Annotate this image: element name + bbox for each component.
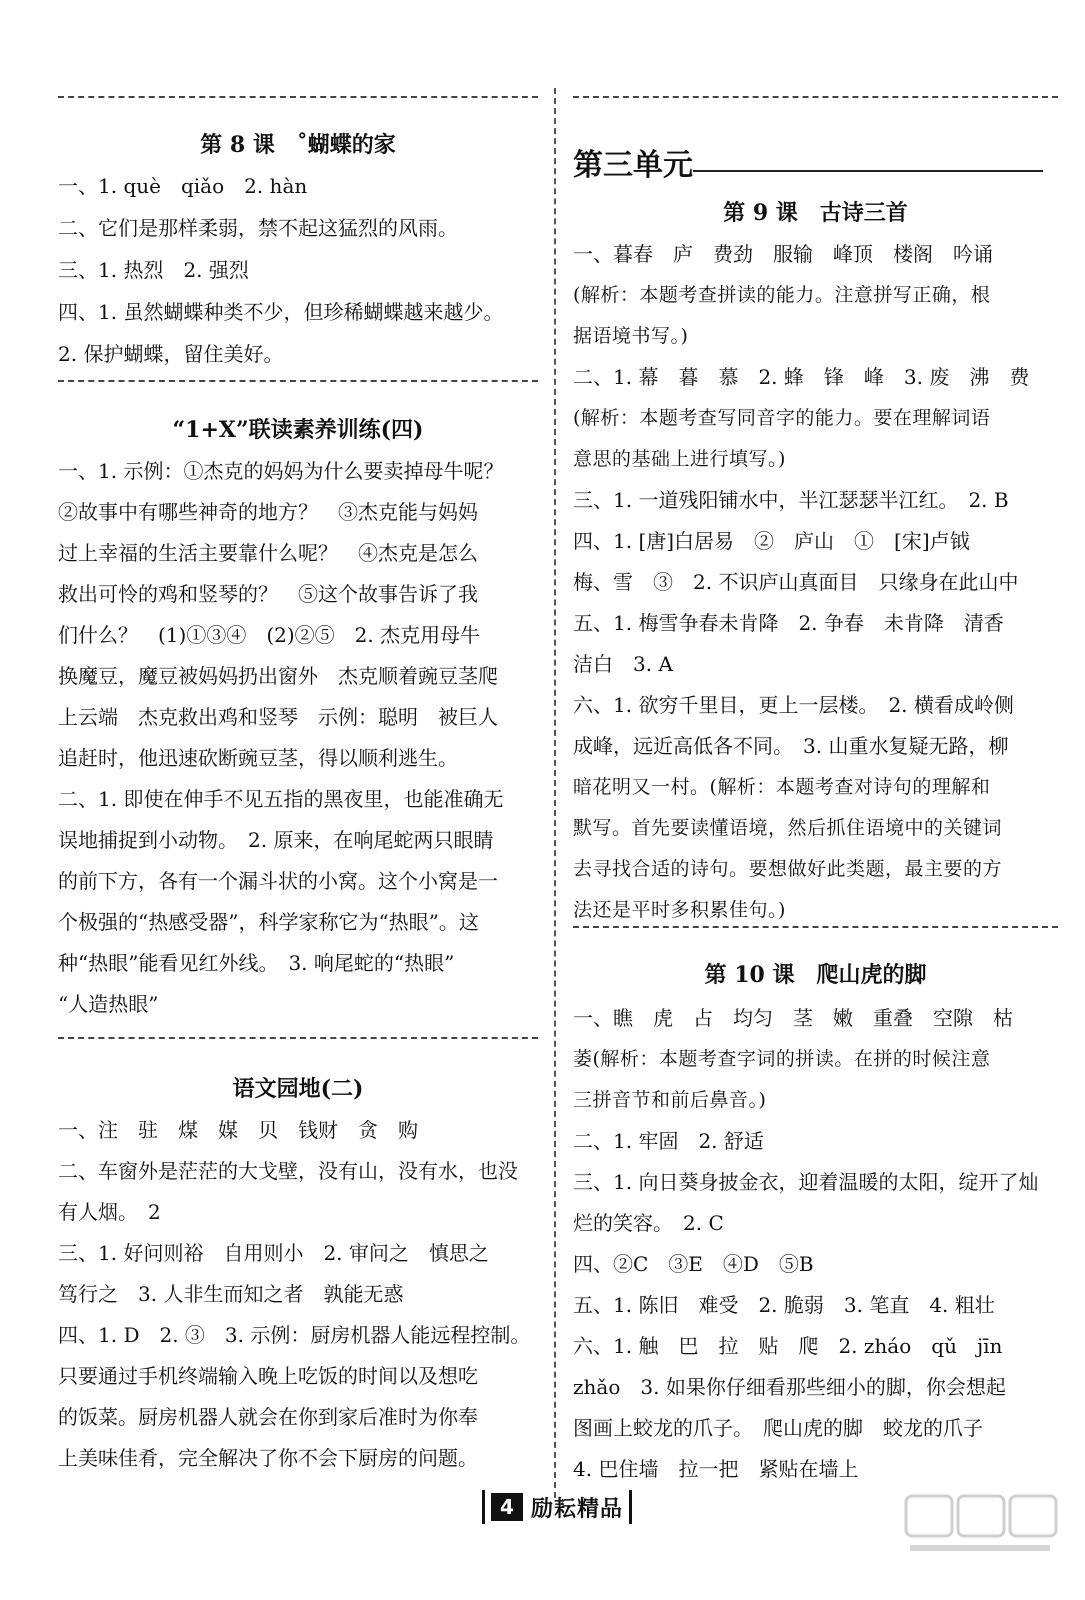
answer-line: 洁白 3. A — [573, 652, 673, 676]
answer-line: 五、1. 梅雪争春未肯降 2. 争春 未肯降 清香 — [573, 611, 1004, 635]
reading-training-4-title: “1+X”联读素养训练(四) — [172, 417, 424, 443]
answer-line: 四、1. 虽然蝴蝶种类不少，但珍稀蝴蝶越来越少。 — [58, 300, 504, 324]
answer-line: 三拼音节和前后鼻音。) — [573, 1089, 767, 1111]
answer-line: 三、1. 热烈 2. 强烈 — [58, 258, 249, 282]
answer-line: 烂的笑容。 2. C — [573, 1211, 724, 1235]
answer-line: 二、它们是那样柔弱，禁不起这猛烈的风雨。 — [58, 216, 458, 240]
chinese-garden-2-title: 语文园地(二) — [232, 1076, 364, 1102]
answer-line: 四、②C ③E ④D ⑤B — [573, 1252, 814, 1276]
answer-line: 默写。首先要读懂语境，然后抓住语境中的关键词 — [573, 817, 1003, 839]
answer-line: 上云端 杰克救出鸡和竖琴 示例：聪明 被巨人 — [58, 705, 498, 729]
answer-line: 萎(解析：本题考查字词的拼读。在拼的时候注意 — [573, 1048, 991, 1070]
answer-line: 法还是平时多积累佳句。) — [573, 899, 786, 921]
answer-line: 据语境书写。) — [573, 325, 689, 347]
section-divider — [58, 1037, 538, 1039]
answer-line: “人造热眼” — [58, 992, 159, 1016]
answer-line: 一、1. 示例：①杰克的妈妈为什么要卖掉母牛呢？ — [58, 459, 504, 483]
answer-line: 们什么？ (1)①③④ (2)②⑤ 2. 杰克用母牛 — [58, 623, 481, 647]
answer-line: 意思的基础上进行填写。) — [573, 448, 786, 470]
page-footer — [462, 1487, 652, 1527]
answer-line: 二、1. 牢固 2. 舒适 — [573, 1129, 764, 1153]
section-divider — [573, 96, 1058, 98]
answer-line: 四、1. D 2. ③ 3. 示例：厨房机器人能远程控制。 — [58, 1323, 531, 1347]
answer-line: 有人烟。 2 — [58, 1200, 161, 1224]
answer-line: 暗花明又一村。(解析：本题考查对诗句的理解和 — [573, 776, 991, 798]
answer-line: 的饭菜。厨房机器人就会在你到家后准时为你奉 — [58, 1405, 478, 1429]
answer-line: 二、1. 即使在伸手不见五指的黑夜里，也能准确无 — [58, 787, 504, 811]
footer-bar-right — [629, 1490, 632, 1524]
answer-line: 成峰，远近高低各不同。 3. 山重水复疑无路，柳 — [573, 734, 1009, 758]
answer-line: 4. 巴住墙 拉一把 紧贴在墙上 — [573, 1457, 859, 1481]
section-divider — [58, 96, 538, 98]
unit-underline — [693, 170, 1043, 172]
column-divider — [554, 88, 556, 1498]
section-divider — [58, 380, 538, 382]
answer-line: 的前下方，各有一个漏斗状的小窝。这个小窝是一 — [58, 869, 498, 893]
answer-line: 五、1. 陈旧 难受 2. 脆弱 3. 笔直 4. 粗壮 — [573, 1293, 995, 1317]
answer-line: 二、1. 幕 暮 慕 2. 蜂 锋 峰 3. 废 沸 费 — [573, 365, 1030, 389]
answer-line: 种“热眼”能看见红外线。 3. 响尾蛇的“热眼” — [58, 951, 455, 975]
answer-line: 换魔豆，魔豆被妈妈扔出窗外 杰克顺着豌豆茎爬 — [58, 664, 498, 688]
answer-line: 三、1. 一道残阳铺水中，半江瑟瑟半江红。 2. B — [573, 488, 1009, 512]
answer-line: 误地捕捉到小动物。 2. 原来，在响尾蛇两只眼睛 — [58, 828, 494, 852]
answer-line: 上美味佳肴，完全解决了你不会下厨房的问题。 — [58, 1446, 478, 1470]
answer-line: ②故事中有哪些神奇的地方？ ③杰克能与妈妈 — [58, 500, 478, 524]
answer-line: 只要通过手机终端输入晚上吃饭的时间以及想吃 — [58, 1364, 478, 1388]
answer-line: 六、1. 欲穷千里目，更上一层楼。 2. 横看成岭侧 — [573, 693, 1014, 717]
answer-line: 个极强的“热感受器”，科学家称它为“热眼”。这 — [58, 910, 479, 934]
answer-line: 笃行之 3. 人非生而知之者 孰能无惑 — [58, 1282, 404, 1306]
answer-line: 三、1. 向日葵身披金衣，迎着温暖的太阳，绽开了灿 — [573, 1170, 1039, 1194]
answer-line: 二、车窗外是茫茫的大戈壁，没有山，没有水，也没 — [58, 1159, 518, 1183]
answer-line: 三、1. 好问则裕 自用则小 2. 审问之 慎思之 — [58, 1241, 489, 1265]
answer-line: 追赶时，他迅速砍断豌豆茎，得以顺利逃生。 — [58, 746, 458, 770]
lesson-10-title: 第 10 课 爬山虎的脚 — [704, 962, 927, 988]
answer-line: 救出可怜的鸡和竖琴的？ ⑤这个故事告诉了我 — [58, 582, 478, 606]
answer-line: 一、瞧 虎 占 均匀 茎 嫩 重叠 空隙 枯 — [573, 1006, 1013, 1030]
brand-name: 励耘精品 — [530, 1496, 623, 1522]
footer-bar-left — [482, 1490, 485, 1524]
answer-line: 六、1. 触 巴 拉 贴 爬 2. zháo qǔ jīn — [573, 1334, 1003, 1358]
answer-line: (解析：本题考查拼读的能力。注意拼写正确，根 — [573, 284, 991, 306]
answer-line: 过上幸福的生活主要靠什么呢？ ④杰克是怎么 — [58, 541, 478, 565]
answer-line: 一、注 驻 煤 媒 贝 钱财 贪 购 — [58, 1118, 418, 1142]
answer-line: 图画上蛟龙的爪子。 爬山虎的脚 蛟龙的爪子 — [573, 1416, 983, 1440]
lesson-8-title: 第 8 课 ˚蝴蝶的家 — [200, 132, 396, 158]
answer-line: (解析：本题考查写同音字的能力。要在理解词语 — [573, 407, 991, 429]
answer-line: 去寻找合适的诗句。要想做好此类题，最主要的方 — [573, 858, 1003, 880]
answer-line: 2. 保护蝴蝶，留住美好。 — [58, 342, 284, 366]
unit-3-title: 第三单元 — [573, 148, 693, 183]
watermark-logo-icon — [900, 1490, 1060, 1560]
page-number: 4 — [491, 1493, 523, 1521]
answer-line: 梅、雪 ③ 2. 不识庐山真面目 只缘身在此山中 — [573, 570, 1019, 594]
answer-line: zhǎo 3. 如果你仔细看那些细小的脚，你会想起 — [573, 1375, 1006, 1399]
answer-line: 一、1. què qiǎo 2. hàn — [58, 174, 308, 198]
section-divider — [573, 926, 1058, 928]
answer-line: 一、暮春 庐 费劲 服输 峰顶 楼阁 吟诵 — [573, 242, 993, 266]
answer-line: 四、1. [唐]白居易 ② 庐山 ① [宋]卢钺 — [573, 529, 970, 553]
lesson-9-title: 第 9 课 古诗三首 — [723, 200, 908, 226]
